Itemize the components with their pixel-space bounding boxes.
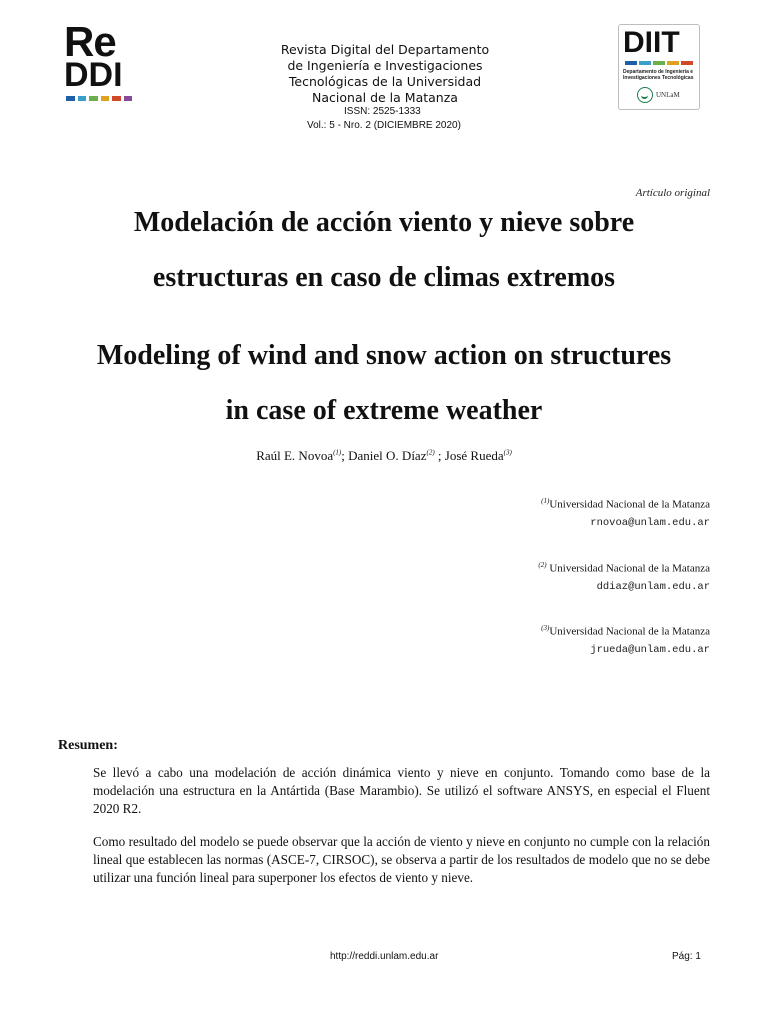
author-mark: (2) [426, 448, 435, 457]
article-type: Artículo original [635, 187, 710, 199]
affiliation-mark: (3) [541, 624, 550, 632]
reddi-bar [124, 96, 133, 101]
author-mark: (3) [503, 448, 512, 457]
author-email[interactable]: ddiaz@unlam.edu.ar [596, 581, 710, 593]
author-email[interactable]: rnovoa@unlam.edu.ar [590, 517, 710, 529]
diit-bar [639, 61, 651, 65]
author-email[interactable]: jrueda@unlam.edu.ar [590, 644, 710, 656]
title-english-line2: in case of extreme weather [225, 395, 543, 426]
page-number: Pág: 1 [672, 951, 701, 962]
diit-bar [667, 61, 679, 65]
footer-url-link[interactable]: http://reddi.unlam.edu.ar [330, 951, 439, 962]
title-spanish-line1: Modelación de acción viento y nieve sobre [133, 207, 635, 238]
reddi-logo-color-bars [66, 96, 132, 101]
author-separator: ; [434, 448, 445, 463]
diit-bar [681, 61, 693, 65]
volume-issue: Vol.: 5 - Nro. 2 (DICIEMBRE 2020) [307, 120, 461, 131]
affiliation [538, 561, 710, 575]
abstract-paragraph: Se llevó a cabo una modelación de acción dinámica viento y nieve en conjunto. Tomando como base de la modelación una estructura en la Antártida (Base Marambio). Se utilizó el software ANSYS, en especial el Fluent 2020 R2. [93, 765, 710, 816]
reddi-logo-line2: DDI [64, 56, 123, 94]
unlam-label: UNLaM [656, 91, 680, 99]
reddi-bar [78, 96, 87, 101]
affiliation-mark: (2) [538, 561, 547, 569]
affiliation [541, 624, 710, 638]
author-mark: (1) [333, 448, 342, 457]
reddi-bar [112, 96, 121, 101]
abstract-paragraph: Como resultado del modelo se puede observar que la acción de viento y nieve en conjunto no cumple con la relación lineal que establecen las normas (ASCE-7, CIRSOC), se observa a partir de los resultados de modelo que no se debe utilizar una función lineal para superponer los efectos de viento y nieve. [93, 834, 710, 885]
issn: ISSN: 2525-1333 [344, 106, 421, 117]
reddi-bar [89, 96, 98, 101]
author-list [0, 448, 768, 464]
diit-logo-subtitle: Departamento de Ingeniería e Investigaciones Tecnológicas [623, 69, 694, 81]
unlam-emblem-icon [637, 87, 653, 103]
affiliation-institution: Universidad Nacional de la Matanza [549, 625, 710, 638]
reddi-logo-line1: Re [64, 18, 116, 65]
author-name: José Rueda [444, 448, 504, 463]
affiliation-mark: (1) [541, 497, 550, 505]
author-name: Daniel O. Díaz [348, 448, 427, 463]
title-english-line1: Modeling of wind and snow action on structures [96, 340, 672, 371]
unlam-mark [637, 87, 680, 103]
diit-logo-name: DIIT [623, 26, 680, 59]
author-name: Raúl E. Novoa [256, 448, 334, 463]
affiliation-institution: Universidad Nacional de la Matanza [549, 498, 710, 511]
author-separator: ; [341, 448, 349, 463]
reddi-bar [101, 96, 110, 101]
affiliation-institution: Universidad Nacional de la Matanza [546, 562, 710, 575]
reddi-logo [64, 18, 134, 104]
diit-logo-color-bars [625, 61, 693, 65]
diit-bar [653, 61, 665, 65]
diit-bar [625, 61, 637, 65]
journal-title: Revista Digital del Departamento de Ingeniería e Investigaciones Tecnológicas de la Universidad Nacional de la Matanza [280, 42, 490, 105]
reddi-bar [66, 96, 75, 101]
diit-logo [618, 24, 700, 110]
title-spanish-line2: estructuras en caso de climas extremos [152, 262, 616, 293]
abstract-heading: Resumen: [58, 738, 118, 753]
affiliation [541, 497, 710, 511]
